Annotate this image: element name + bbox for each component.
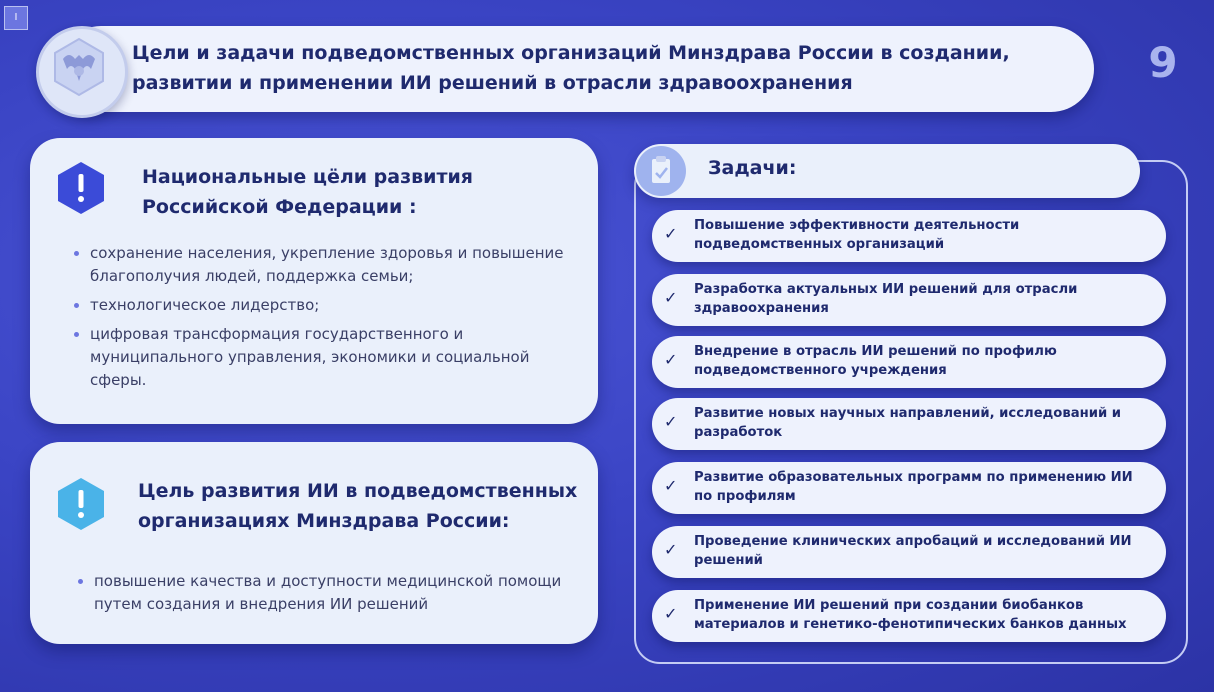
exclamation-hexagon-icon [56, 476, 106, 532]
check-icon: ✓ [664, 540, 678, 559]
ai-goal-list [76, 570, 576, 622]
task-item [652, 526, 1166, 578]
task-text: Повышение эффективности деятельности подведомственных организаций [694, 218, 1020, 252]
check-icon: ✓ [664, 412, 678, 431]
task-item [652, 336, 1166, 388]
national-goals-heading-line2: Российской Федерации : [142, 196, 417, 218]
corner-mark: I [4, 6, 28, 30]
check-icon: ✓ [664, 350, 678, 369]
task-text: Разработка актуальных ИИ решений для отрасли здравоохранения [694, 282, 1078, 316]
task-item [652, 210, 1166, 262]
task-text: Внедрение в отрасль ИИ решений по профилю подведомственного учреждения [694, 344, 1057, 378]
check-icon: ✓ [664, 476, 678, 495]
check-icon: ✓ [664, 224, 678, 243]
task-text: Развитие новых научных направлений, исследований и разработок [694, 406, 1122, 440]
task-item [652, 274, 1166, 326]
page-title: Цели и задачи подведомственных организаций Минздрава России в создании, развитии и применении ИИ решений в отрасли здравоохранения [132, 42, 1010, 94]
task-item [652, 398, 1166, 450]
list-item: технологическое лидерство; [72, 294, 572, 317]
national-goals-list [72, 242, 572, 398]
ai-goal-card [30, 442, 598, 644]
exclamation-hexagon-icon [56, 160, 106, 216]
ai-goal-heading-line1: Цель развития ИИ в подведомственных [138, 480, 578, 502]
national-goals-card [30, 138, 598, 424]
task-item [652, 462, 1166, 514]
ai-goal-heading [138, 476, 577, 536]
list-item: сохранение населения, укрепление здоровья и повышение благополучия людей, поддержка семьи; [72, 242, 572, 288]
check-icon: ✓ [664, 288, 678, 307]
national-goals-heading-line1: Национальные цёли развития [142, 166, 473, 188]
task-item [652, 590, 1166, 642]
list-item: цифровая трансформация государственного и муниципального управления, экономики и социальной сферы. [72, 323, 572, 392]
task-text: Применение ИИ решений при создании биобанков материалов и генетико-фенотипических банков данных [694, 598, 1127, 632]
tasks-title: Задачи: [708, 157, 797, 179]
check-icon: ✓ [664, 604, 678, 623]
clipboard-icon [636, 146, 686, 196]
national-goals-heading [142, 162, 473, 222]
ai-goal-heading-line2: организациях Минздрава России: [138, 510, 510, 532]
list-item: повышение качества и доступности медицинской помощи путем создания и внедрения ИИ решений [76, 570, 576, 616]
emblem-icon [36, 26, 128, 118]
page-number: 9 [1148, 38, 1178, 87]
task-text: Развитие образовательных программ по применению ИИ по профилям [694, 470, 1133, 504]
task-text: Проведение клинических апробаций и исследований ИИ решений [694, 534, 1132, 568]
